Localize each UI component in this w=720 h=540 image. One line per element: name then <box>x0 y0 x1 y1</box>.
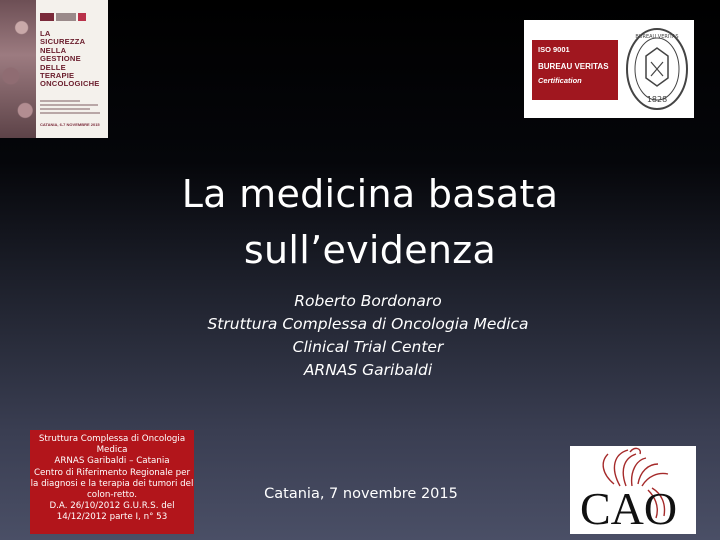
poster-logos <box>40 6 104 18</box>
note-line: ARNAS Garibaldi – Catania <box>54 456 170 467</box>
author-institution: ARNAS Garibaldi <box>303 361 433 379</box>
author-center: Clinical Trial Center <box>292 338 444 356</box>
author-name: Roberto Bordonaro <box>294 292 442 310</box>
note-line: Centro di Riferimento Regionale per <box>33 467 191 478</box>
cao-text: CAO <box>580 483 678 534</box>
title-line-1: La medicina basata <box>181 172 559 216</box>
slide-title <box>160 166 580 278</box>
author-department: Struttura Complessa di Oncologia Medica <box>207 315 529 333</box>
certification-label: Certification <box>538 76 582 85</box>
seal-top-text: BUREAU VERITAS <box>635 34 679 40</box>
bureau-veritas-certification-logo <box>524 20 694 118</box>
note-line: la diagnosi e la terapia dei tumori del <box>30 478 194 489</box>
poster-title: LA SICUREZZA NELLA GESTIONE DELLE TERAPIE ONCOLOGICHE <box>40 29 100 89</box>
poster-fine-print <box>40 100 104 116</box>
cao-logo <box>570 446 696 534</box>
title-line-2: sull’evidenza <box>243 228 497 272</box>
iso-label: ISO 9001 <box>538 45 570 54</box>
bureau-veritas-label: BUREAU VERITAS <box>538 62 609 71</box>
poster-cell-artwork <box>0 0 36 138</box>
presentation-date: Catania, 7 novembre 2015 <box>264 486 458 502</box>
note-line: D.A. 26/10/2012 G.U.R.S. del <box>49 501 175 512</box>
conference-poster-image <box>0 0 108 138</box>
note-line: Struttura Complessa di Oncologia <box>38 434 186 444</box>
poster-place-date: CATANIA, 6-7 NOVEMBRE 2015 <box>40 122 100 127</box>
bureau-veritas-seal-icon <box>624 26 690 112</box>
author-block <box>180 290 556 382</box>
note-line: 14/12/2012 parte I, n° 53 <box>56 512 168 523</box>
certification-red-panel <box>532 40 618 100</box>
note-line: Medica <box>96 445 128 456</box>
seal-year: 1828 <box>646 95 668 104</box>
note-line: colon-retto. <box>87 490 137 501</box>
reference-center-note-box <box>30 430 194 534</box>
